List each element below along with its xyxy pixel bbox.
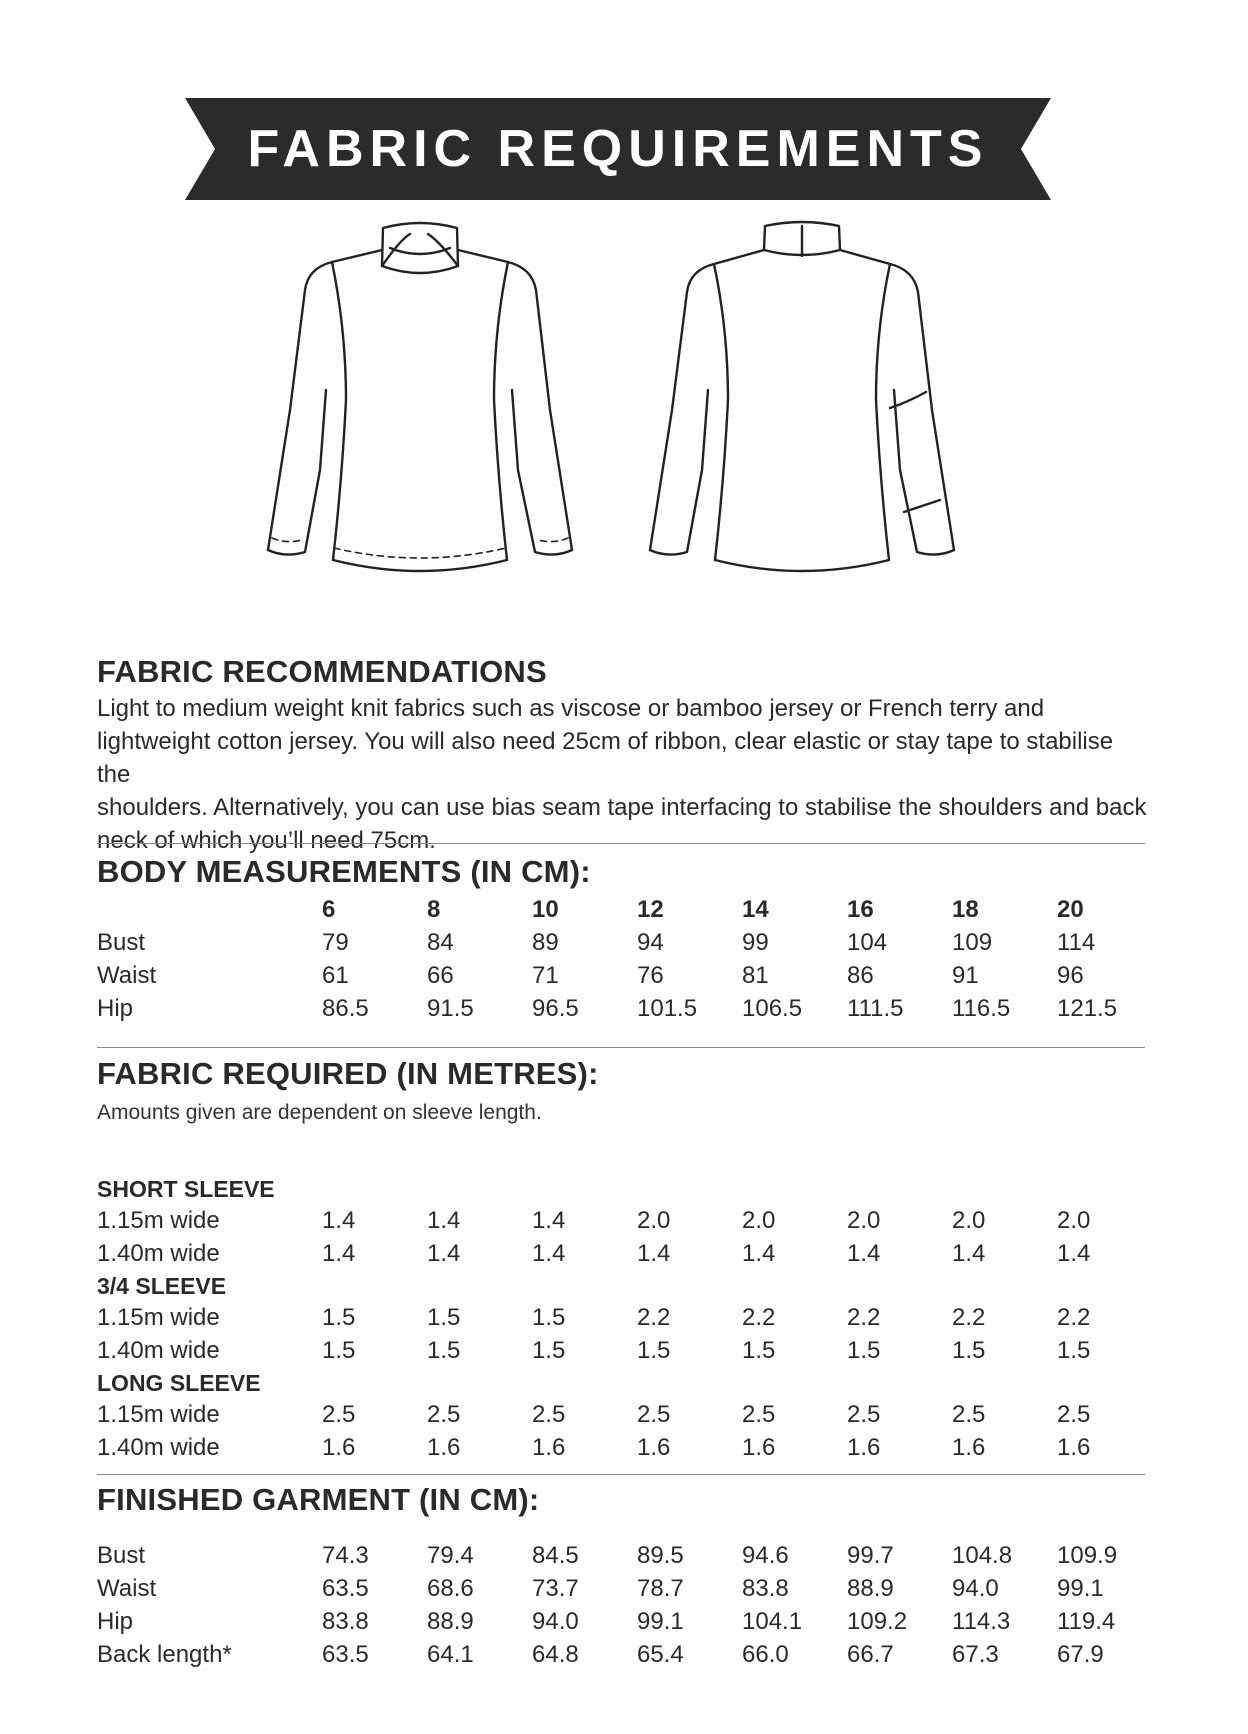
row-label: Hip [97, 1608, 134, 1635]
table-cell: 109.2 [847, 1608, 908, 1635]
table-cell: 88.9 [427, 1608, 474, 1635]
row-label: Hip [97, 995, 134, 1022]
table-cell: 2.2 [1057, 1304, 1091, 1331]
table-cell: 116.5 [952, 995, 1011, 1022]
divider [97, 1474, 1145, 1475]
size-label: 6 [322, 896, 336, 923]
table-cell: 86.5 [322, 995, 369, 1022]
table-cell: 1.5 [1057, 1337, 1091, 1364]
table-cell: 88.9 [847, 1575, 894, 1602]
table-row [97, 1304, 1137, 1337]
table-cell: 83.8 [322, 1608, 369, 1635]
table-cell: 2.2 [952, 1304, 986, 1331]
row-label: Bust [97, 1542, 146, 1569]
turtleneck-front-icon [268, 223, 572, 571]
table-row [97, 1434, 1137, 1467]
divider [97, 843, 1145, 844]
table-cell: 2.2 [637, 1304, 671, 1331]
table-cell: 2.5 [322, 1401, 356, 1428]
size-label: 8 [427, 896, 441, 923]
table-cell: 1.6 [322, 1434, 356, 1461]
row-label: Bust [97, 929, 146, 956]
size-label: 18 [952, 896, 979, 923]
row-label: Waist [97, 1575, 157, 1602]
row-label: 1.15m wide [97, 1401, 220, 1428]
paragraph-line: Light to medium weight knit fabrics such as viscose or bamboo jersey or French terry and [97, 695, 1045, 722]
table-cell: 1.5 [952, 1337, 986, 1364]
table-cell: 99.1 [637, 1608, 684, 1635]
size-header-row [97, 896, 1137, 929]
table-cell: 1.6 [637, 1434, 671, 1461]
table-cell: 63.5 [322, 1641, 369, 1668]
table-cell: 1.4 [1057, 1240, 1091, 1267]
table-cell: 1.5 [427, 1304, 461, 1331]
row-label: 1.40m wide [97, 1434, 220, 1461]
table-cell: 1.4 [952, 1240, 986, 1267]
fabric-recommendations-text [97, 692, 1147, 857]
table-cell: 1.5 [637, 1337, 671, 1364]
table-cell: 86 [847, 962, 874, 989]
size-label: 12 [637, 896, 664, 923]
row-label: 1.15m wide [97, 1207, 220, 1234]
table-cell: 1.5 [532, 1304, 566, 1331]
table-cell: 89 [532, 929, 559, 956]
garment-illustrations [250, 220, 990, 600]
table-cell: 2.0 [952, 1207, 986, 1234]
table-row [97, 1337, 1137, 1370]
table-row [97, 1207, 1137, 1240]
table-cell: 84.5 [532, 1542, 579, 1569]
table-row [97, 995, 1137, 1028]
sleeve-group-label: SHORT SLEEVE [97, 1176, 275, 1202]
table-cell: 1.4 [322, 1240, 356, 1267]
table-cell: 61 [322, 962, 349, 989]
table-cell: 1.6 [1057, 1434, 1091, 1461]
table-cell: 65.4 [637, 1641, 684, 1668]
table-cell: 2.5 [427, 1401, 461, 1428]
table-cell: 1.4 [742, 1240, 776, 1267]
table-cell: 84 [427, 929, 454, 956]
table-cell: 101.5 [637, 995, 698, 1022]
table-cell: 68.6 [427, 1575, 474, 1602]
table-cell: 1.4 [532, 1240, 566, 1267]
table-cell: 99.1 [1057, 1575, 1104, 1602]
table-cell: 1.6 [532, 1434, 566, 1461]
size-label: 16 [847, 896, 874, 923]
table-cell: 94.0 [532, 1608, 579, 1635]
table-cell: 91.5 [427, 995, 474, 1022]
table-row [97, 929, 1137, 962]
table-row [97, 1575, 1137, 1608]
table-cell: 2.5 [952, 1401, 986, 1428]
table-cell: 66.0 [742, 1641, 789, 1668]
row-label: 1.15m wide [97, 1304, 220, 1331]
size-label: 20 [1057, 896, 1084, 923]
paragraph-line: lightweight cotton jersey. You will also need 25cm of ribbon, clear elastic or stay tape to stabilise the [97, 728, 1114, 788]
table-cell: 2.5 [532, 1401, 566, 1428]
table-cell: 114 [1057, 929, 1096, 956]
table-cell: 83.8 [742, 1575, 789, 1602]
table-cell: 67.9 [1057, 1641, 1104, 1668]
table-cell: 79.4 [427, 1542, 474, 1569]
table-cell: 2.5 [1057, 1401, 1091, 1428]
table-cell: 2.2 [847, 1304, 881, 1331]
fabric-required-heading: FABRIC REQUIRED (IN METRES): [97, 1056, 599, 1091]
divider [97, 1047, 1145, 1048]
table-cell: 96 [1057, 962, 1084, 989]
table-cell: 99.7 [847, 1542, 894, 1569]
table-cell: 119.4 [1057, 1608, 1116, 1635]
fabric-required-note: Amounts given are dependent on sleeve length. [97, 1101, 542, 1124]
table-row [97, 1641, 1137, 1674]
table-cell: 2.2 [742, 1304, 776, 1331]
table-cell: 104 [847, 929, 888, 956]
table-cell: 1.5 [532, 1337, 566, 1364]
table-cell: 94.0 [952, 1575, 999, 1602]
table-cell: 67.3 [952, 1641, 999, 1668]
row-label: Waist [97, 962, 157, 989]
table-cell: 89.5 [637, 1542, 684, 1569]
table-cell: 91 [952, 962, 979, 989]
table-cell: 96.5 [532, 995, 579, 1022]
table-cell: 1.4 [427, 1240, 461, 1267]
table-cell: 1.5 [742, 1337, 776, 1364]
table-cell: 94.6 [742, 1542, 789, 1569]
table-cell: 66.7 [847, 1641, 894, 1668]
table-cell: 1.6 [427, 1434, 461, 1461]
table-cell: 66 [427, 962, 454, 989]
finished-garment-heading: FINISHED GARMENT (IN CM): [97, 1482, 540, 1517]
body-measurements-heading: BODY MEASUREMENTS (IN CM): [97, 854, 591, 889]
table-cell: 78.7 [637, 1575, 684, 1602]
table-cell: 1.4 [322, 1207, 356, 1234]
table-cell: 71 [532, 962, 559, 989]
table-cell: 64.8 [532, 1641, 579, 1668]
table-cell: 1.4 [427, 1207, 461, 1234]
row-label: 1.40m wide [97, 1240, 220, 1267]
table-cell: 1.6 [742, 1434, 776, 1461]
table-cell: 111.5 [847, 995, 904, 1022]
table-cell: 2.0 [637, 1207, 671, 1234]
table-cell: 109.9 [1057, 1542, 1118, 1569]
table-cell: 1.4 [637, 1240, 671, 1267]
table-cell: 2.0 [847, 1207, 881, 1234]
row-label: 1.40m wide [97, 1337, 220, 1364]
table-cell: 1.5 [322, 1304, 356, 1331]
table-cell: 114.3 [952, 1608, 1011, 1635]
table-row [97, 1240, 1137, 1273]
table-cell: 1.6 [847, 1434, 881, 1461]
table-cell: 2.0 [1057, 1207, 1091, 1234]
size-label: 14 [742, 896, 769, 923]
table-cell: 64.1 [427, 1641, 474, 1668]
table-cell: 74.3 [322, 1542, 369, 1569]
sleeve-group-label: 3/4 SLEEVE [97, 1273, 227, 1299]
table-cell: 104.8 [952, 1542, 1013, 1569]
table-cell: 73.7 [532, 1575, 579, 1602]
paragraph-line: shoulders. Alternatively, you can use bias seam tape interfacing to stabilise the shoulders and back [97, 794, 1147, 821]
table-cell: 2.5 [637, 1401, 671, 1428]
table-cell: 2.0 [742, 1207, 776, 1234]
table-cell: 76 [637, 962, 664, 989]
paragraph-line: neck of which you’ll need 75cm. [97, 827, 436, 854]
table-cell: 1.5 [427, 1337, 461, 1364]
table-cell: 1.5 [322, 1337, 356, 1364]
table-cell: 109 [952, 929, 993, 956]
sleeve-group-label: LONG SLEEVE [97, 1370, 261, 1396]
table-cell: 63.5 [322, 1575, 369, 1602]
table-cell: 106.5 [742, 995, 803, 1022]
table-row [97, 1401, 1137, 1434]
table-cell: 94 [637, 929, 664, 956]
table-cell: 1.4 [847, 1240, 881, 1267]
table-cell: 121.5 [1057, 995, 1118, 1022]
page-title: FABRIC REQUIREMENTS [247, 120, 989, 178]
table-row [97, 1608, 1137, 1641]
table-cell: 104.1 [742, 1608, 803, 1635]
table-cell: 2.5 [847, 1401, 881, 1428]
table-cell: 79 [322, 929, 349, 956]
turtleneck-back-icon [650, 222, 954, 571]
title-banner [185, 98, 1051, 200]
table-cell: 1.6 [952, 1434, 986, 1461]
table-cell: 81 [742, 962, 769, 989]
table-cell: 1.5 [847, 1337, 881, 1364]
table-cell: 1.4 [532, 1207, 566, 1234]
table-cell: 2.5 [742, 1401, 776, 1428]
table-cell: 99 [742, 929, 769, 956]
fabric-recommendations-heading: FABRIC RECOMMENDATIONS [97, 654, 547, 689]
table-row [97, 1542, 1137, 1575]
row-label: Back length* [97, 1641, 232, 1668]
size-label: 10 [532, 896, 559, 923]
table-row [97, 962, 1137, 995]
